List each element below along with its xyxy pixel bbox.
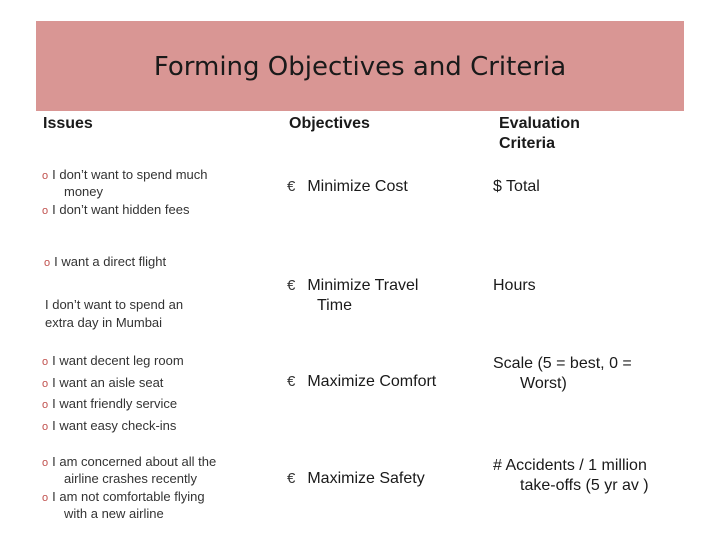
slide-title: Forming Objectives and Criteria [153,52,567,82]
issue-text: I want a direct flight [54,254,167,269]
issue-text-cont: extra day in Mumbai [45,315,163,330]
objectives-header: Objectives [289,115,370,132]
objective-text: Maximize Safety [307,470,425,487]
criterion-text: # Accidents / 1 million [493,457,647,474]
objective-text: Maximize Comfort [307,373,437,390]
objective-maximize-comfort [287,372,436,392]
issue-leg-room [42,351,184,373]
euro-bullet-icon: € [287,178,296,195]
issue-direct-flight [44,254,166,271]
issue-aisle-seat [42,373,184,395]
issue-new-airline [42,489,205,521]
issue-text: I am concerned about all the [52,454,217,469]
issue-text-cont: money [64,184,104,199]
objective-minimize-cost [287,177,408,197]
criterion-scale [493,354,632,394]
issue-text-cont: airline crashes recently [64,471,197,486]
criteria-header-line2: Criteria [499,135,556,152]
bullet-icon: o [42,457,49,469]
bullet-icon: o [42,170,49,182]
criterion-text: Scale (5 = best, 0 = [493,355,632,372]
issue-text: I want friendly service [52,396,178,411]
issue-text-cont: with a new airline [64,506,164,521]
bullet-icon: o [42,356,49,368]
issue-text: I don’t want hidden fees [52,202,190,217]
criteria-header-line1: Evaluation [499,115,580,132]
issue-easy-checkins [42,416,184,438]
issue-text: I want decent leg room [52,353,184,368]
bullet-icon: o [42,399,49,411]
objective-text: Minimize Travel [307,277,419,294]
issue-text: I want an aisle seat [52,374,164,390]
objective-text: Minimize Cost [307,178,408,195]
bullet-icon: o [42,205,49,217]
objective-maximize-safety [287,469,425,489]
issue-spend-money [42,167,208,199]
euro-bullet-icon: € [287,470,296,487]
issue-extra-day [45,296,183,332]
criterion-hours: Hours [493,277,536,294]
bullet-icon: o [42,377,49,390]
objective-minimize-travel [287,276,418,316]
euro-bullet-icon: € [287,277,296,294]
issue-hidden-fees [42,202,189,219]
issue-text: I don’t want to spend an [45,297,184,312]
issue-text: I don’t want to spend much [52,167,208,182]
issues-header: Issues [43,115,93,132]
bullet-icon: o [42,492,49,504]
issue-friendly-service [42,394,184,416]
issue-text: I want easy check-ins [52,417,177,433]
issue-text: I am not comfortable flying [52,489,205,504]
issue-comfort-list [42,351,184,437]
criterion-text-cont: Worst) [520,375,567,392]
objective-text-cont: Time [317,297,352,314]
issue-crashes [42,454,216,486]
bullet-icon: o [42,420,49,433]
euro-bullet-icon: € [287,373,296,390]
criterion-text-cont: take-offs (5 yr av ) [520,477,649,494]
criterion-accidents [493,456,649,496]
bullet-icon: o [44,257,51,269]
criterion-total: $ Total [493,178,540,195]
criteria-header [499,114,580,154]
